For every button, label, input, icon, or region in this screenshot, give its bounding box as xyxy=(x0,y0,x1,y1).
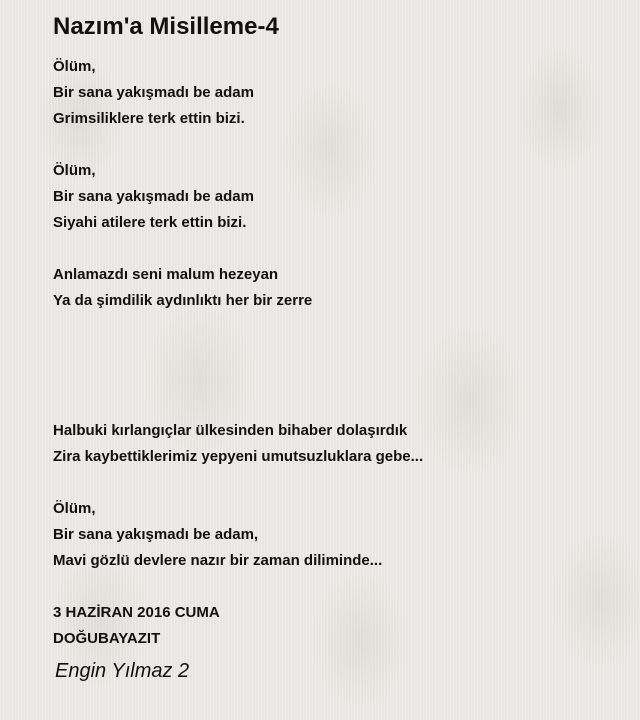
poem-line xyxy=(53,314,623,340)
poem-line: Zira kaybettiklerimiz yepyeni umutsuzluklara gebe... xyxy=(53,448,424,465)
poem-line: Ya da şimdilik aydınlıktı her bir zerre xyxy=(53,292,313,309)
poem-body xyxy=(53,54,623,652)
poem-line xyxy=(53,574,623,600)
poem-line: Siyahi atilere terk ettin bizi. xyxy=(53,214,247,231)
poem-date-line: 3 HAZİRAN 2016 CUMA xyxy=(53,604,220,621)
poem-line: Anlamazdı seni malum hezeyan xyxy=(53,266,279,283)
poem-line: Ölüm, xyxy=(53,500,96,517)
poem-line: Bir sana yakışmadı be adam xyxy=(53,84,254,101)
poem-title: Nazım'a Misilleme-4 xyxy=(53,13,279,40)
poem-line: Bir sana yakışmadı be adam xyxy=(53,188,254,205)
poem-line xyxy=(53,340,623,366)
poem-place-line: DOĞUBAYAZIT xyxy=(53,630,161,647)
poem-line: Halbuki kırlangıçlar ülkesinden bihaber dolaşırdık xyxy=(53,422,408,439)
poem-line: Ölüm, xyxy=(53,162,96,179)
poem-line xyxy=(53,236,623,262)
poem-line: Bir sana yakışmadı be adam, xyxy=(53,526,259,543)
poem-line xyxy=(53,470,623,496)
poem-page xyxy=(53,12,623,652)
poem-line: Grimsiliklere terk ettin bizi. xyxy=(53,110,245,127)
poem-line xyxy=(53,132,623,158)
poem-line xyxy=(53,392,623,418)
poem-author: Engin Yılmaz 2 xyxy=(55,660,190,682)
poem-line: Ölüm, xyxy=(53,58,96,75)
poem-line xyxy=(53,366,623,392)
poem-line: Mavi gözlü devlere nazır bir zaman diliminde... xyxy=(53,552,383,569)
